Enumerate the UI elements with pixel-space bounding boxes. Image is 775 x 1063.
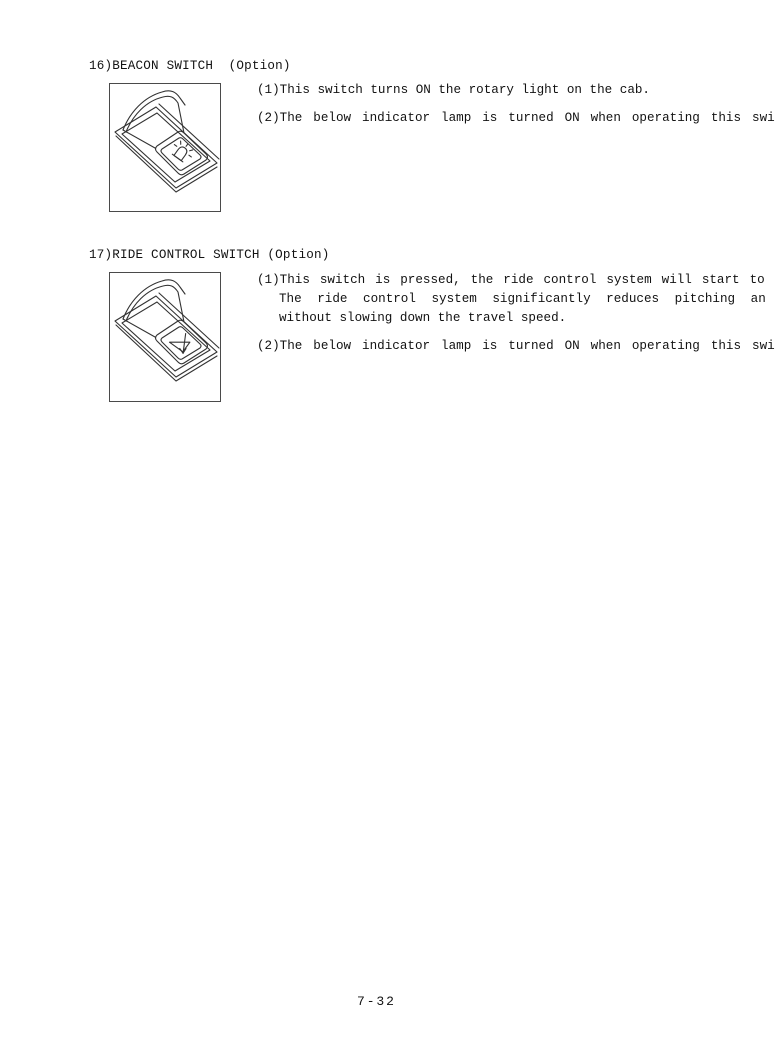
rocker-back-outer-curve bbox=[123, 91, 185, 130]
ride-control-icon bbox=[169, 329, 193, 353]
ride-control-switch-figure bbox=[109, 272, 221, 402]
switch-plate-thickness-top bbox=[159, 104, 219, 159]
section-17-paragraph-1-line-2: The ride control system significantly reduces pitching an bbox=[279, 292, 766, 306]
section-17-paragraph-1-line-1: (1)This switch is pressed, the ride control system will start to bbox=[257, 273, 765, 287]
page-number: 7-32 bbox=[357, 994, 396, 1009]
section-16-paragraph-1: (1)This switch turns ON the rotary light on the cab. bbox=[257, 83, 650, 97]
section-16-heading: 16)BEACON SWITCH (Option) bbox=[89, 59, 291, 73]
switch-plate-thickness-bottom bbox=[116, 136, 217, 192]
switch-bezel-opening bbox=[122, 113, 210, 182]
section-16-paragraph-2: (2)The below indicator lamp is turned ON when operating this swi bbox=[257, 111, 775, 125]
rocker-back-outer-curve bbox=[123, 280, 185, 319]
switch-plate-thickness-bottom bbox=[116, 325, 217, 381]
rocker-switch-drawing bbox=[110, 84, 220, 211]
section-17-paragraph-1-line-3: without slowing down the travel speed. bbox=[279, 311, 567, 325]
switch-plate-thickness-top bbox=[159, 293, 219, 348]
switch-bezel-opening bbox=[122, 302, 210, 371]
beacon-switch-figure bbox=[109, 83, 221, 212]
section-17-heading: 17)RIDE CONTROL SWITCH (Option) bbox=[89, 248, 330, 262]
rocker-switch-drawing bbox=[110, 273, 220, 401]
section-17-paragraph-2: (2)The below indicator lamp is turned ON when operating this swi bbox=[257, 339, 775, 353]
